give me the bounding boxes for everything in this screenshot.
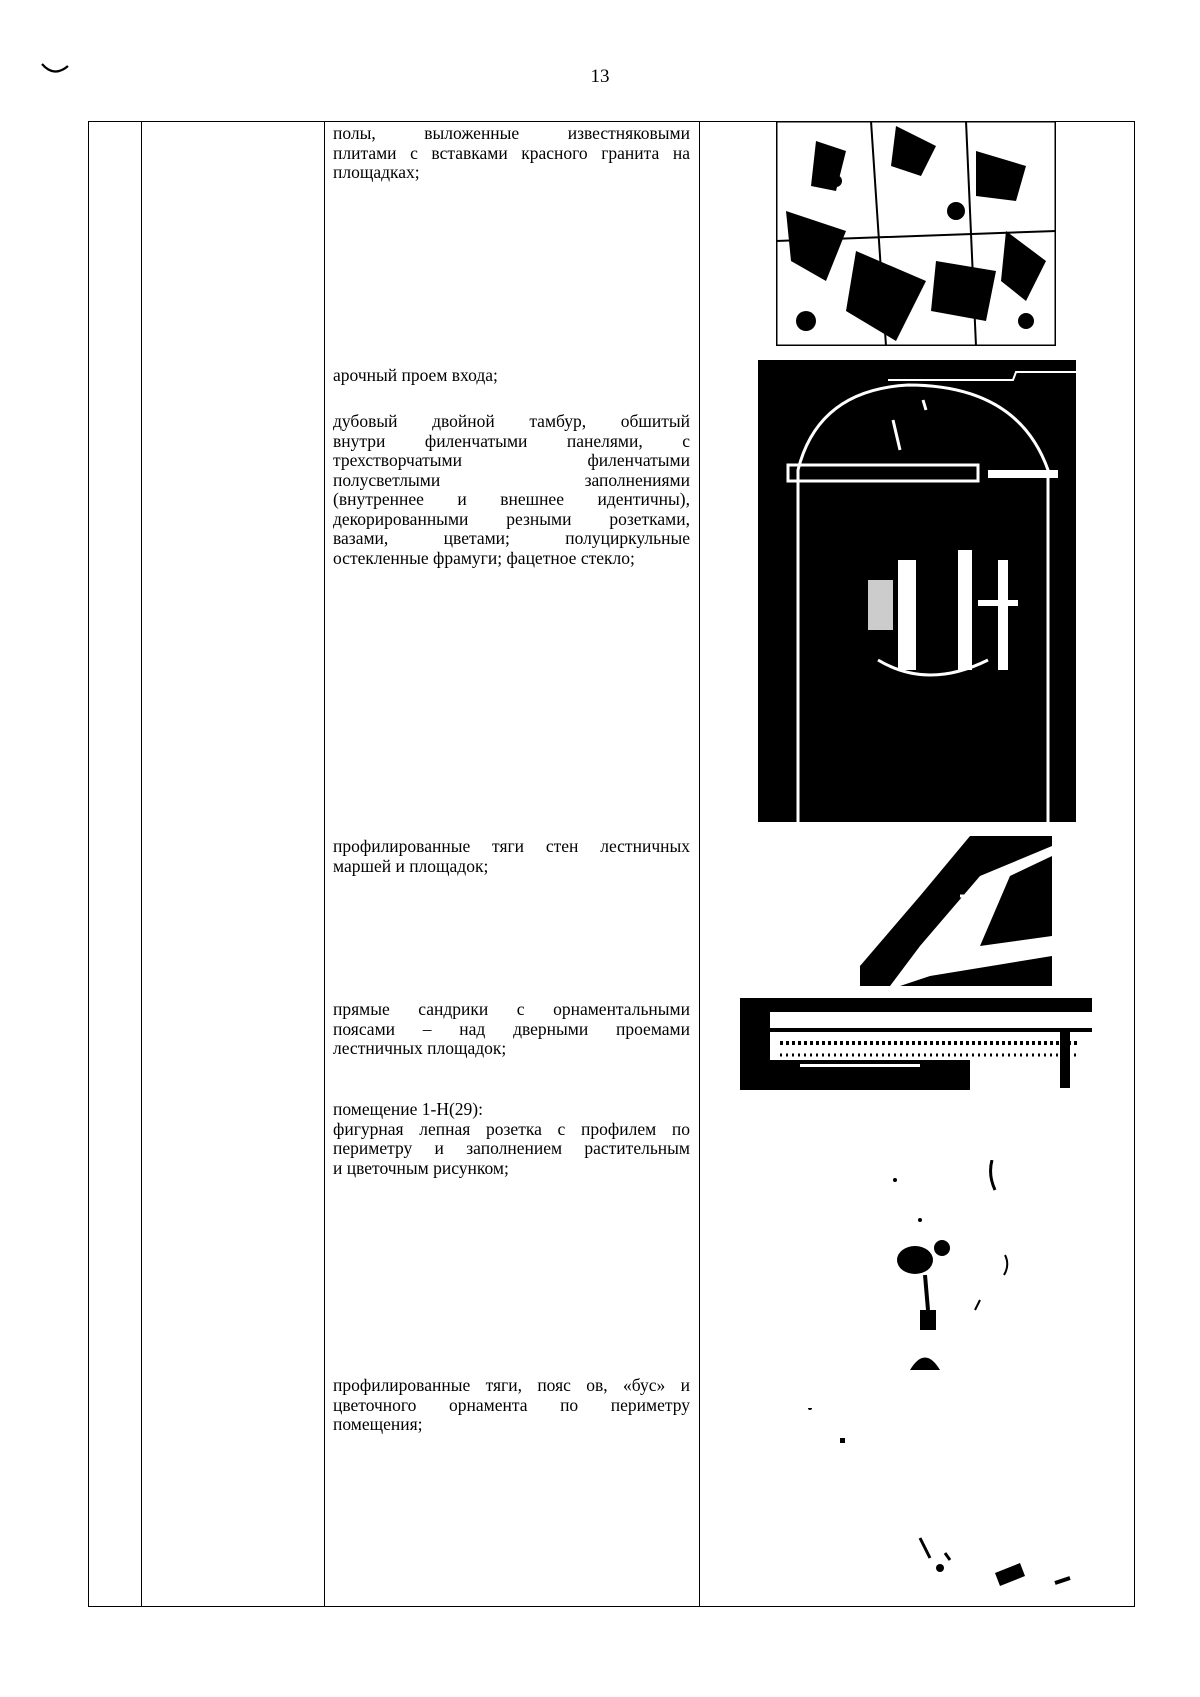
text-line: помещения; [333, 1414, 423, 1434]
entry-arched-entrance [333, 366, 690, 386]
text-line: поясами – над дверными проемами [333, 1018, 690, 1039]
ceiling-molding-photo [780, 1408, 1080, 1598]
entry-door-sandriks [333, 1000, 690, 1059]
text-line: цветочного орнамента по периметру [333, 1394, 690, 1415]
text-line: полусветлыми заполнениями [333, 469, 690, 490]
text-line: фигурная лепная розетка с профилем по [333, 1118, 690, 1139]
text-line: и цветочным рисунком; [333, 1157, 509, 1178]
text-line: внутри филенчатыми панелями, с [333, 430, 690, 451]
text-line: помещение 1-Н(29): [333, 1099, 483, 1119]
text-line: прямые сандрики с орнаментальными [333, 999, 690, 1019]
text-line: площадках; [333, 162, 420, 182]
text-line: (внутреннее и внешнее идентичны), [333, 489, 690, 509]
text-line: арочный проем входа; [333, 365, 498, 385]
entry-limestone-floors [333, 124, 690, 183]
column-divider-1 [141, 122, 142, 1606]
door-sandrik-photo [740, 998, 1092, 1090]
text-line: плитами с вставками красного гранита на [333, 142, 690, 163]
stair-molding-photo [860, 836, 1052, 986]
entry-oak-vestibule [333, 412, 690, 568]
text-line: декорированными резными розетками, [333, 508, 690, 529]
column-divider-3 [699, 122, 700, 1606]
text-line: дубовый двойной тамбур, обшитый [333, 411, 690, 431]
text-line: трехстворчатыми филенчатыми [333, 450, 690, 470]
text-line: вазами, цветами; полуциркульные [333, 528, 690, 548]
text-line: маршей и площадок; [333, 855, 489, 876]
entry-room-rosette [333, 1100, 690, 1178]
text-line: полы, выложенные известняковыми [333, 123, 690, 143]
page-number: 13 [590, 66, 610, 87]
limestone-floor-photo [776, 121, 1056, 346]
entry-stair-moldings [333, 837, 690, 876]
text-line: профилированные тяги, пояс ов, «бус» и [333, 1375, 690, 1395]
entry-room-moldings [333, 1376, 690, 1435]
stucco-rosette-photo [880, 1160, 1050, 1370]
arched-entrance-photo [758, 360, 1076, 822]
text-line: периметру и заполнением растительным [333, 1138, 690, 1158]
text-line: остекленные фрамуги; фацетное стекло; [333, 547, 635, 568]
text-line: профилированные тяги стен лестничных [333, 836, 690, 856]
column-divider-2 [324, 122, 325, 1606]
text-line: лестничных площадок; [333, 1038, 507, 1058]
